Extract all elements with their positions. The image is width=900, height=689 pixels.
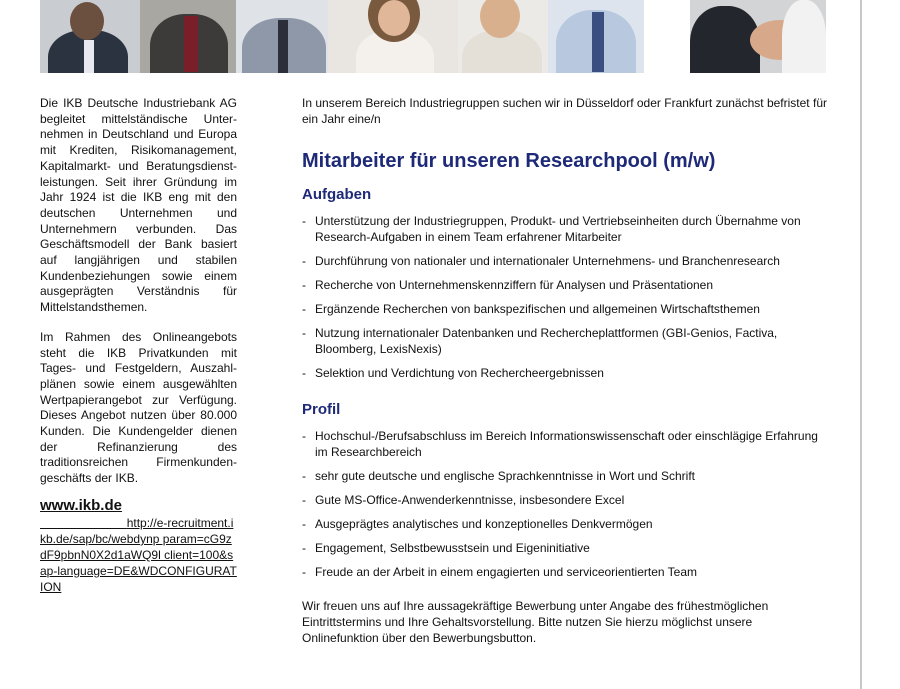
banner-photo-man-suit [40,0,140,73]
list-item: - Nutzung internationaler Datenbanken und Rechercheplattformen (GBI-Genios, Factiva, Bloomberg, LexisNexis) [302,326,778,356]
profil-heading: Profil [302,401,341,418]
list-item: - Recherche von Unternehmenskennziffern für Analysen und Präsentationen [302,278,714,292]
list-item: - Freude an der Arbeit in einem engagierten und serviceorientierten Team [302,565,698,579]
website-link[interactable]: www.ikb.de [40,496,122,514]
company-info-column [40,96,237,595]
job-title: Mitarbeiter für unseren Researchpool (m/w) [302,150,716,172]
list-item: - Hochschul-/Berufsabschluss im Bereich Informationswissenschaft oder einschlägige Erfahrung im Researchbereich [302,429,818,459]
page-edge [860,0,862,689]
list-item: - Engagement, Selbstbewusstsein und Eigeninitiative [302,541,590,555]
banner-gap [644,0,690,73]
job-posting [302,95,827,646]
aufgaben-heading: Aufgaben [302,186,372,203]
recruitment-url-link[interactable]: http://e-recruitment.ikb.de/sap/bc/webdynp param=cG9zdF9pbnN0X2d1aWQ9l client=100&sap-language=DE&WDCONFIGURATION [40,515,237,594]
list-item: - Durchführung von nationaler und internationaler Unternehmens- und Branchenresearch [302,254,780,268]
profil-list [302,428,827,580]
aufgaben-list [302,213,827,381]
list-item: - Unterstützung der Industriegruppen, Produkt- und Vertriebseinheiten durch Übernahme von Research-Aufgaben in einem Team erfahrener Mitarbeiter [302,214,801,244]
company-description: Die IKB Deutsche Industriebank AG begleitet mittelständische Unter-nehmen in Deutschland und Europa mit Krediten, Risikomanagement, Kapitalmarkt- und Beratungsdienst-leistungen. Seit ihrer Gründung im Jahr 1924 ist die IKB eng mit den deutschen Unternehmen und Unternehmern verbunden. Das Geschäftsmodell der Bank basiert auf langjährigen und stabilen Kundenbeziehungen sowie einem ausgeprägten Verständnis für Mittelstandsthemen. [40,96,237,315]
banner-photo-man-tie [140,0,236,73]
list-item: - sehr gute deutsche und englische Sprachkenntnisse in Wort und Schrift [302,469,696,483]
header-photo-banner [40,0,826,73]
banner-photo-man-blue-shirt [548,0,644,73]
closing-text: Wir freuen uns auf Ihre aussagekräftige Bewerbung unter Angabe des frühestmöglichen Eintrittstermins und Ihre Gehaltsvorstellung. Bitte nutzen Sie hierzu möglichst unsere Onlinefunktion über den Bewerbungsbutton. [302,599,769,645]
list-item: - Gute MS-Office-Anwenderkenntnisse, insbesondere Excel [302,493,625,507]
banner-photo-handshake [690,0,826,73]
banner-photo-woman-2 [458,0,548,73]
list-item: - Ausgeprägtes analytisches und konzeptionelles Denkvermögen [302,517,653,531]
intro-text: In unserem Bereich Industriegruppen suchen wir in Düsseldorf oder Frankfurt zunächst befristet für ein Jahr eine/n [302,96,827,126]
list-item: - Ergänzende Recherchen von bankspezifischen und allgemeinen Wirtschaftsthemen [302,302,760,316]
online-offer-description: Im Rahmen des Onlineangebots steht die IKB Privatkunden mit Tages- und Festgeldern, Auszahl-plänen sowie einem ausgewählten Wertpapierangebot zur Verfügung. Dieses Angebot nutzen über 80.000 Kunden. Die Kundengelder dienen der Refinanzierung des traditionsreichen Firmenkunden-geschäfts der IKB. [40,329,237,486]
banner-photo-woman [328,0,458,73]
banner-photo-man-grey [236,0,328,73]
list-item: - Selektion und Verdichtung von Rechercheergebnissen [302,366,604,380]
